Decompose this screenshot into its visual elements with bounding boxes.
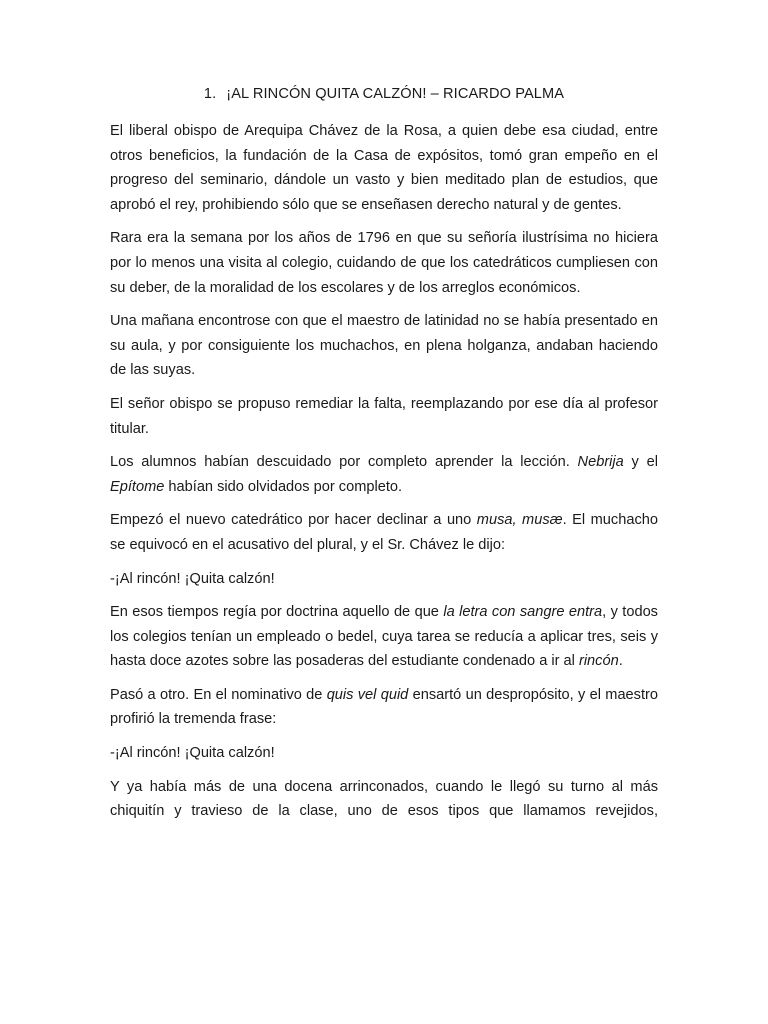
- paragraph: [110, 775, 658, 824]
- paragraph-text: El señor obispo se propuso remediar la falta, reemplazando por ese día al profesor titular.: [110, 395, 658, 437]
- paragraph: [110, 600, 658, 674]
- paragraph-text: Rara era la semana por los años de 1796 en que su señoría ilustrísima no hiciera por lo menos una visita al colegio, cuidando de que los catedráticos cumpliesen con su deber, de la moralidad de los escolares y de los arreglos económicos.: [110, 230, 658, 296]
- paragraph: [110, 226, 658, 300]
- italic-text: quis vel quid: [326, 686, 409, 703]
- paragraph: [110, 741, 658, 766]
- paragraph-text: El liberal obispo de Arequipa Chávez de la Rosa, a quien debe esa ciudad, entre otros beneficios, la fundación de la Casa de expósitos, tomó gran empeño en el progreso del seminario, dándole un vasto y bien meditado plan de estudios, que aprobó el rey, prohibiendo sólo que se enseñasen derecho natural y de gentes.: [110, 123, 658, 213]
- paragraph-text: Y ya había más de una docena arrinconados, cuando le llegó su turno al más chiquitín y travieso de la clase, uno de esos tipos que llamamos revejidos,: [110, 778, 658, 820]
- italic-text: la letra con sangre entra: [443, 604, 603, 621]
- document-title: [110, 84, 658, 104]
- paragraph-text: -¡Al rincón! ¡Quita calzón!: [110, 570, 275, 587]
- paragraph-text: y el: [623, 454, 658, 471]
- paragraph: [110, 119, 658, 217]
- paragraph-text: Una mañana encontrose con que el maestro de latinidad no se había presentado en su aula, y por consiguiente los muchachos, en plena holganza, andaban haciendo de las suyas.: [110, 313, 658, 379]
- paragraph-text: Los alumnos habían descuidado por completo aprender la lección.: [110, 454, 578, 471]
- paragraph-text: ensartó un despropósito, y el maestro profirió la tremenda frase:: [110, 686, 658, 728]
- italic-text: rincón: [578, 653, 619, 670]
- paragraph-text: En esos tiempos regía por doctrina aquello de que: [110, 604, 444, 621]
- title-text: ¡AL RINCÓN QUITA CALZÓN! – RICARDO PALMA: [226, 86, 565, 102]
- title-number: 1.: [203, 86, 217, 102]
- paragraph-text: -¡Al rincón! ¡Quita calzón!: [110, 745, 275, 762]
- paragraph-text: . El muchacho se equivocó en el acusativo del plural, y el Sr. Chávez le dijo:: [110, 512, 658, 553]
- italic-text: musa, musæ: [476, 512, 563, 529]
- paragraph-text: , y todos los colegios tenían un empleado o bedel, cuya tarea se reducía a aplicar tres, seis y hasta doce azotes sobre las posaderas del estudiante condenado a ir al: [110, 604, 658, 670]
- paragraph: [110, 567, 658, 592]
- paragraph: [110, 309, 658, 383]
- paragraph-text: Pasó a otro. En el nominativo de: [110, 686, 327, 703]
- paragraph: [110, 683, 658, 732]
- paragraph: [110, 392, 658, 441]
- paragraph-text: Empezó el nuevo catedrático por hacer declinar a uno: [110, 512, 477, 529]
- italic-text: Nebrija: [577, 454, 624, 471]
- paragraph: [110, 450, 658, 499]
- document-page: [110, 84, 658, 824]
- document-body: [110, 119, 658, 824]
- paragraph-text: .: [618, 653, 623, 670]
- italic-text: Epítome: [110, 478, 165, 495]
- paragraph-text: habían sido olvidados por completo.: [164, 478, 403, 495]
- paragraph: [110, 508, 658, 557]
